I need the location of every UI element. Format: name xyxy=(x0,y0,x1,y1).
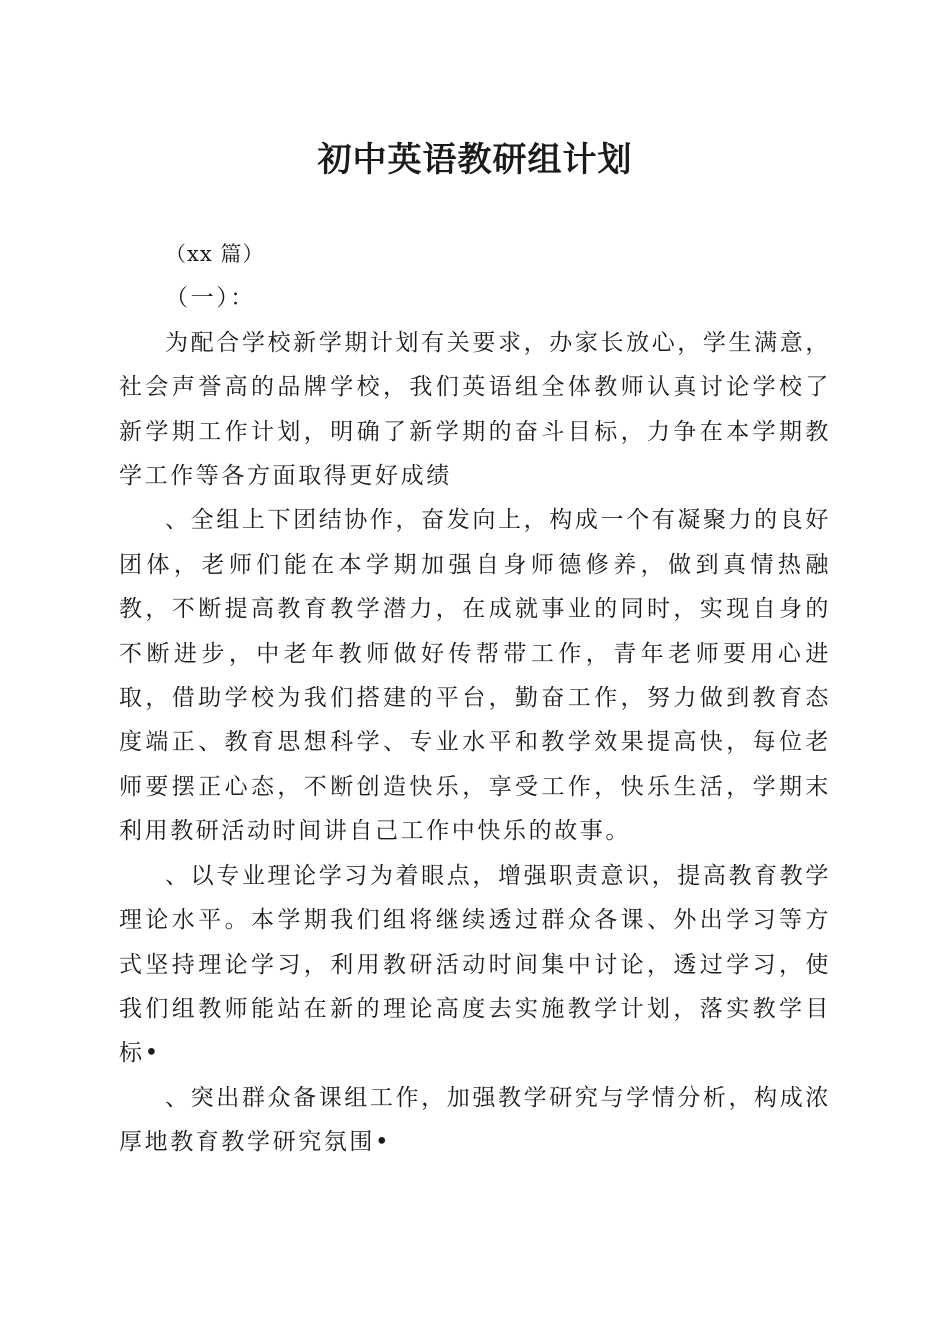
paragraph-3: 、以专业理论学习为着眼点，增强职责意识，提高教育教学理论水平。本学期我们组将继续透过群众各课、外出学习等方式坚持理论学习，利用教研活动时间集中讨论，透过学习，使我们组教师能站在新的理论高度去实施教学计划，落实教学目标• xyxy=(119,862,831,1067)
document-body xyxy=(119,232,831,1165)
paragraph-4: 、突出群众备课组工作，加强教学研究与学情分析，构成浓厚地教育教学研究氛围• xyxy=(119,1084,831,1156)
paragraph-1: 为配合学校新学期计划有关要求，办家长放心，学生满意，社会声誉高的品牌学校，我们英语组全体教师认真讨论学校了新学期工作计划，明确了新学期的奋斗目标，力争在本学期教学工作等各方面取得更好成绩 xyxy=(119,329,831,490)
document-title: 初中英语教研组计划 xyxy=(317,140,633,180)
paragraph-2: 、全组上下团结协作，奋发向上，构成一个有凝聚力的良好团体，老师们能在本学期加强自身师德修养，做到真情热融教，不断提高教育教学潜力，在成就事业的同时，实现自身的不断进步，中老年教师做好传帮带工作，青年老师要用心进取，借助学校为我们搭建的平台，勤奋工作，努力做到教育态度端正、教育思想科学、专业水平和教学效果提高快，每位老师要摆正心态，不断创造快乐，享受工作，快乐生活，学期末利用教研活动时间讲自己工作中快乐的故事。 xyxy=(119,507,831,845)
section-heading: （一）： xyxy=(165,285,256,312)
edition-label: （xx 篇） xyxy=(165,242,265,266)
